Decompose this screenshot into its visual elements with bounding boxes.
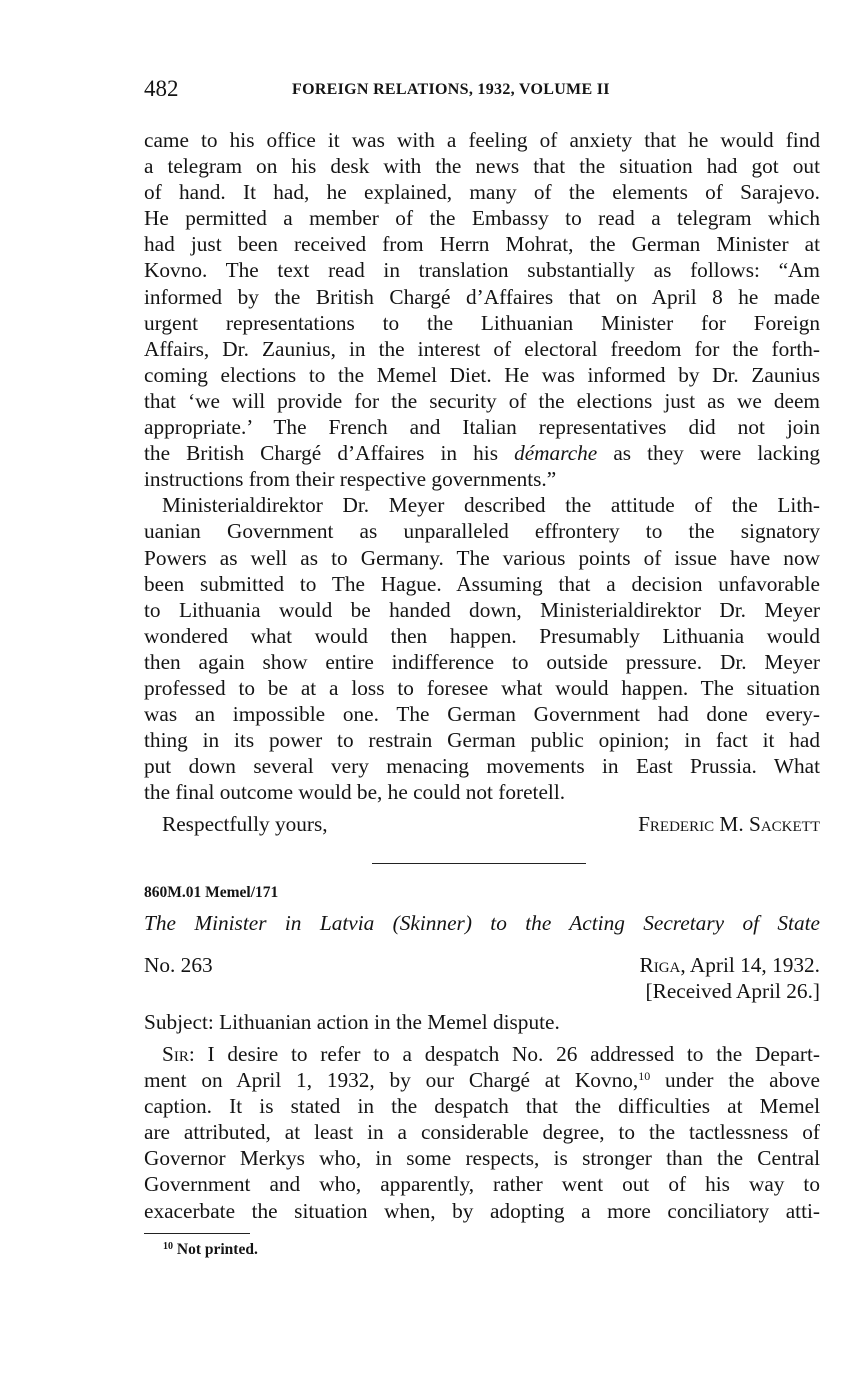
text-line: a telegram on his desk with the news that the situation had got out <box>144 154 820 179</box>
text-line: coming elections to the Memel Diet. He was informed by Dr. Zaunius <box>144 362 820 387</box>
footnote-reference: 10 <box>638 1069 651 1084</box>
page-header <box>144 76 820 106</box>
line-before-ref: ment on April 1, 1932, by our Chargé at Kovno, <box>144 1068 639 1093</box>
line-after-ref: under the above <box>650 1068 820 1093</box>
text-line: instructions from their respective governments.” <box>144 467 557 492</box>
text-line: was an impossible one. The German Government had done every- <box>144 702 820 727</box>
date: , April 14, 1932. <box>680 953 820 977</box>
footnote <box>163 1241 258 1259</box>
text-line: Powers as well as to Germany. The various points of issue have now <box>144 545 820 570</box>
text-line-salutation <box>144 1041 820 1067</box>
place-date <box>640 953 821 978</box>
text-line: informed by the British Chargé d’Affaires that on April 8 he made <box>144 284 820 309</box>
signoff <box>144 812 820 840</box>
footnote-divider <box>144 1233 250 1234</box>
text-line: the final outcome would be, he could not foretell. <box>144 780 566 805</box>
text-line: that ‘we will provide for the security of the elections just as we deem <box>144 388 820 413</box>
demarche-italic: démarche <box>514 441 598 466</box>
text-line: Ministerialdirektor Dr. Meyer described the attitude of the Lith- <box>162 493 820 518</box>
document-title: The Minister in Latvia (Skinner) to the Acting Secretary of State <box>144 911 820 935</box>
text-line: of hand. It had, he explained, many of the elements of Sarajevo. <box>144 180 820 205</box>
page-number: 482 <box>144 76 179 101</box>
body-text-bottom <box>144 1041 820 1224</box>
file-reference: 860M.01 Memel/171 <box>144 884 279 901</box>
text-line: put down several very menacing movements in East Prussia. What <box>144 754 820 779</box>
text-line-demarche <box>144 440 820 466</box>
text-line: professed to be at a loss to foresee what would happen. The situation <box>144 675 820 700</box>
text-line: Governor Merkys who, in some respects, is stronger than the Central <box>144 1146 820 1171</box>
text-line: urgent representations to the Lithuanian Minister for Foreign <box>144 310 820 335</box>
text-line: Kovno. The text read in translation substantially as follows: “Am <box>144 258 820 283</box>
text-line: are attributed, at least in a considerable degree, to the tactlessness of <box>144 1120 820 1145</box>
closing: Respectfully yours, <box>162 812 328 836</box>
text-line: He permitted a member of the Embassy to read a telegram which <box>144 206 820 231</box>
subject-line: Subject: Lithuanian action in the Memel dispute. <box>144 1010 560 1034</box>
received-date: [Received April 26.] <box>645 979 820 1003</box>
salutation-rest: : I desire to refer to a despatch No. 26 addressed to the Depart- <box>188 1042 820 1066</box>
footnote-text: Not printed. <box>173 1241 258 1258</box>
running-head: FOREIGN RELATIONS, 1932, VOLUME II <box>292 81 610 98</box>
footnote-number: 10 <box>163 1241 173 1252</box>
signature: Frederic M. Sackett <box>638 812 820 836</box>
text-line: came to his office it was with a feeling of anxiety that he would find <box>144 128 820 152</box>
text-line: uanian Government as unparalleled effrontery to the signatory <box>144 519 820 544</box>
line-after-italic: as they were lacking <box>597 441 821 466</box>
text-line: thing in its power to restrain German public opinion; in fact it had <box>144 728 820 753</box>
text-line: been submitted to The Hague. Assuming that a decision unfavorable <box>144 571 820 596</box>
text-line: to Lithuania would be handed down, Ministerialdirektor Dr. Meyer <box>144 597 820 622</box>
text-line: had just been received from Herrn Mohrat, the German Minister at <box>144 232 820 257</box>
text-line: appropriate.’ The French and Italian representatives did not join <box>144 415 820 440</box>
place: Riga <box>639 953 681 977</box>
text-line: wondered what would then happen. Presumably Lithuania would <box>144 623 820 648</box>
body-text-top <box>144 127 820 805</box>
text-line-footnote-ref <box>144 1067 820 1093</box>
text-line: caption. It is stated in the despatch that the difficulties at Memel <box>144 1094 820 1119</box>
section-divider <box>372 863 586 864</box>
text-line: exacerbate the situation when, by adopting a more conciliatory atti- <box>144 1198 820 1223</box>
text-line: Government and who, apparently, rather went out of his way to <box>144 1172 820 1197</box>
document-number: No. 263 <box>144 953 213 977</box>
salutation: Sir <box>162 1042 189 1066</box>
text-line: then again show entire indifference to outside pressure. Dr. Meyer <box>144 649 820 674</box>
text-line: Affairs, Dr. Zaunius, in the interest of electoral freedom for the forth- <box>144 336 820 361</box>
line-before-italic: the British Chargé d’Affaires in his <box>144 441 515 466</box>
